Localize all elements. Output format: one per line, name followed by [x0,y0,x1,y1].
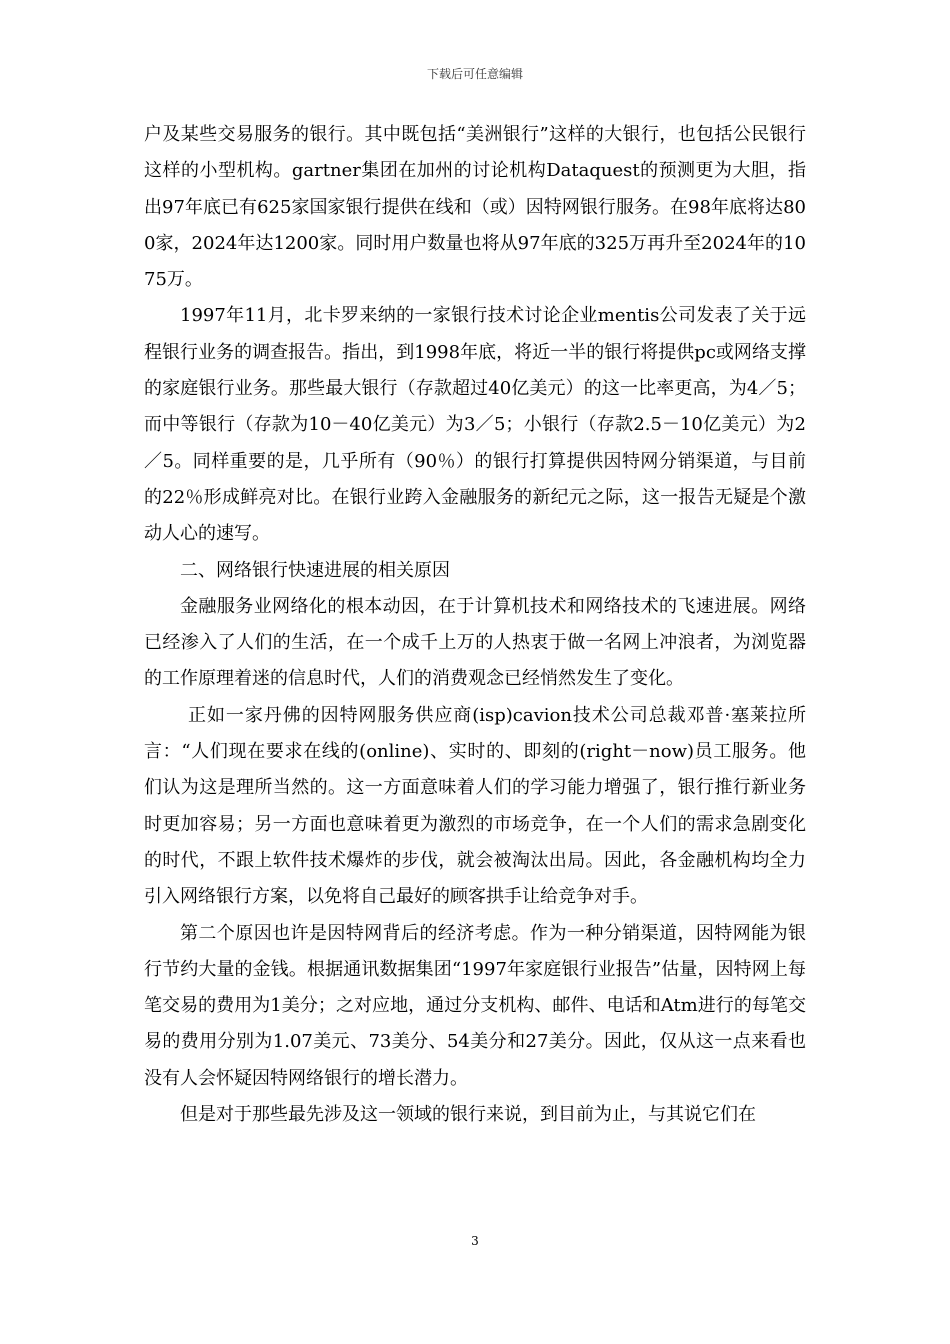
paragraph-economics: 第二个原因也许是因特网背后的经济考虑。作为一种分销渠道，因特网能为银行节约大量的金钱。根据通讯数据集团“1997年家庭银行业报告”估量，因特网上每笔交易的费用为1美分；之对应地，通过分支机构、邮件、电话和Atm进行的每笔交易的费用分别为1.07美元、73美分、54美分和27美分。因此，仅从这一点来看也没有人会怀疑因特网络银行的增长潜力。 [144,922,806,1089]
paragraph-continuation: 户及某些交易服务的银行。其中既包括“美洲银行”这样的大银行，也包括公民银行这样的小型机构。gartner集团在加州的讨论机构Dataquest的预测更为大胆，指出97年底已有625家国家银行提供在线和（或）因特网银行服务。在98年底将达800家，2024年达1200家。同时用户数量也将从97年底的325万再升至2024年的1075万。 [144,124,806,291]
paragraph-trailing: 但是对于那些最先涉及这一领域的银行来说，到目前为止，与其说它们在 [180,1104,756,1126]
document-body [144,117,806,1133]
paragraph-driving-force: 金融服务业网络化的根本动因，在于计算机技术和网络技术的飞速进展。网络已经渗入了人们的生活，在一个成千上万的人热衷于做一名网上冲浪者，为浏览器的工作原理着迷的信息时代，人们的消费观念已经悄然发生了变化。 [144,595,806,690]
paragraph-mentis-report: 1997年11月，北卡罗来纳的一家银行技术讨论企业mentis公司发表了关于远程银行业务的调查报告。指出，到1998年底，将近一半的银行将提供pc或网络支撑的家庭银行业务。那些最大银行（存款超过40亿美元）的这一比率更高，为4／5；而中等银行（存款为10－40亿美元）为3／5；小银行（存款2.5－10亿美元）为2／5。同样重要的是，几乎所有（90％）的银行打算提供因特网分销渠道，与目前的22％形成鲜亮对比。在银行业跨入金融服务的新纪元之际，这一报告无疑是个激动人心的速写。 [144,305,806,545]
page-number: 3 [471,1234,479,1248]
paragraph-quote: 正如一家丹佛的因特网服务供应商(isp)cavion技术公司总裁邓普·塞莱拉所言：“人们现在要求在线的(online)、实时的、即刻的(right－now)员工服务。他们认为这是理所当然的。这一方面意味着人们的学习能力增强了，银行推行新业务时更加容易；另一方面也意味着更为激烈的市场竞争，在一个人们的需求急剧变化的时代，不跟上软件技术爆炸的步伐，就会被淘汰出局。因此，各金融机构均全力引入网络银行方案，以免将自己最好的顾客拱手让给竞争对手。 [144,704,806,908]
section-heading: 二、网络银行快速进展的相关原因 [180,559,450,581]
page-header: 下载后可任意编辑 [426,67,523,81]
